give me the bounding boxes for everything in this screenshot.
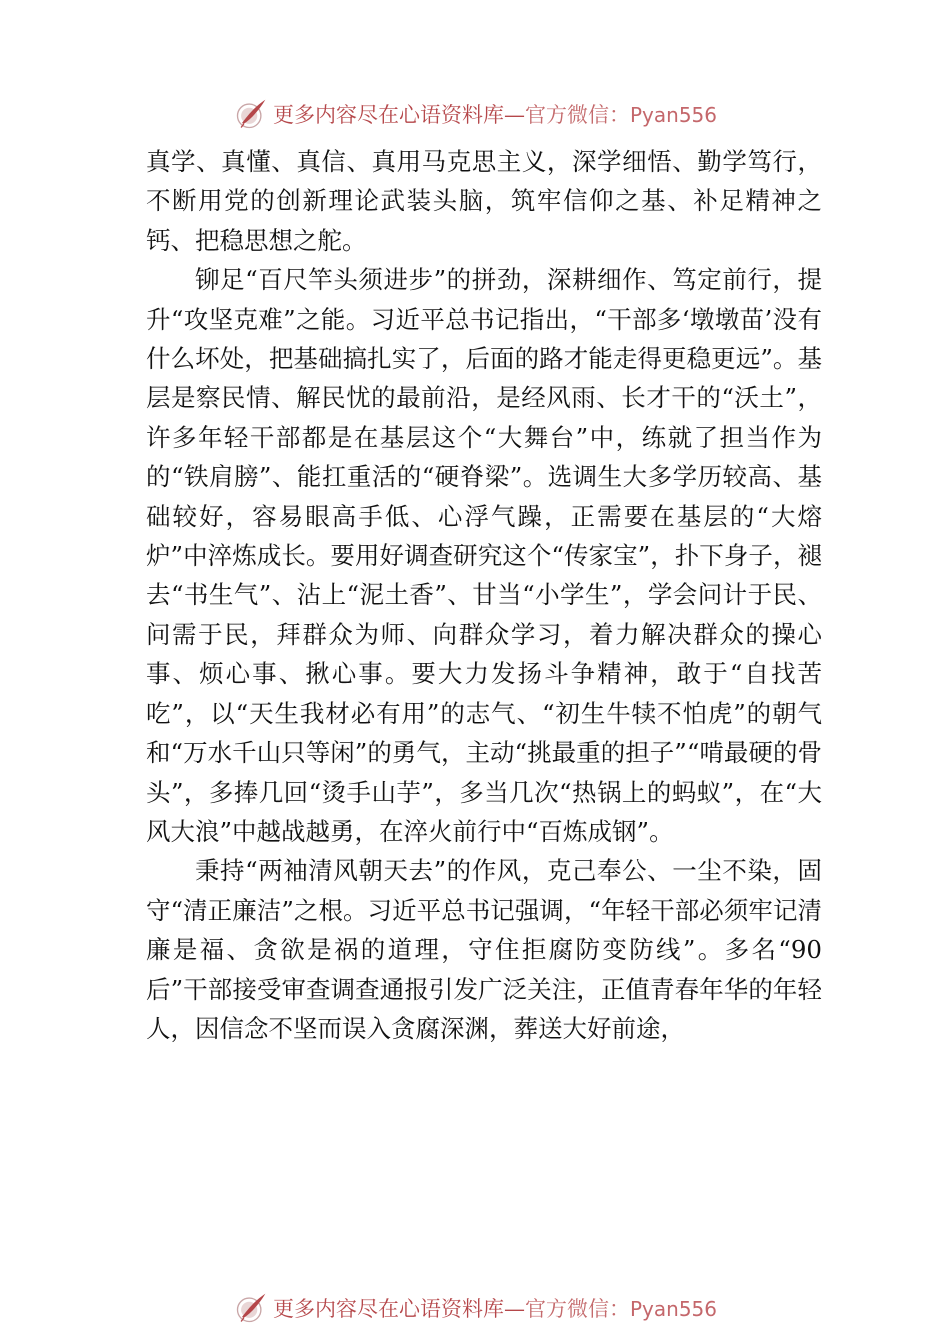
wechat-id: Pyan556 bbox=[629, 103, 717, 127]
brand-dash: — bbox=[503, 103, 525, 127]
wechat-id: Pyan556 bbox=[629, 1297, 717, 1321]
quill-logo-icon bbox=[233, 96, 269, 132]
paragraph-3: 秉持“两袖清风朝天去”的作风，克己奉公、一尘不染，固守“清正廉洁”之根。习近平总书记强调，“年轻干部必须牢记清廉是福、贪欲是祸的道理，守住拒腐防变防线”。多名“90后”干部接受审查调查通报引发广泛关注，正值青春年华的年轻人，因信念不坚而误入贪腐深渊，葬送大好前途， bbox=[146, 856, 822, 1043]
document-body bbox=[146, 142, 822, 1048]
brand-line bbox=[273, 1293, 717, 1323]
page-header bbox=[0, 96, 950, 132]
brand-text: 更多内容尽在心语资料库 bbox=[272, 103, 504, 127]
wechat-label: 官方微信： bbox=[524, 103, 630, 127]
page-footer bbox=[0, 1290, 950, 1326]
brand-text: 更多内容尽在心语资料库 bbox=[272, 1297, 504, 1321]
wechat-label: 官方微信： bbox=[524, 1297, 630, 1321]
quill-logo-icon bbox=[233, 1290, 269, 1326]
brand-dash: — bbox=[503, 1297, 525, 1321]
paragraph-2: 铆足“百尺竿头须进步”的拼劲，深耕细作、笃定前行，提升“攻坚克难”之能。习近平总书记指出，“干部多‘墩墩苗’没有什么坏处，把基础搞扎实了，后面的路才能走得更稳更远”。基层是察民情、解民忧的最前沿，是经风雨、长才干的“沃土”，许多年轻干部都是在基层这个“大舞台”中，练就了担当作为的“铁肩膀”、能扛重活的“硬脊梁”。选调生大多学历较高、基础较好，容易眼高手低、心浮气躁，正需要在基层的“大熔炉”中淬炼成长。要用好调查研究这个“传家宝”，扑下身子，褪去“书生气”、沾上“泥土香”、甘当“小学生”，学会问计于民、问需于民，拜群众为师、向群众学习，着力解决群众的操心事、烦心事、揪心事。要大力发扬斗争精神，敢于“自找苦吃”，以“天生我材必有用”的志气、“初生牛犊不怕虎”的朝气和“万水千山只等闲”的勇气，主动“挑最重的担子”“啃最硬的骨头”，多捧几回“烫手山芋”，多当几次“热锅上的蚂蚁”，在“大风大浪”中越战越勇，在淬火前行中“百炼成钢”。 bbox=[146, 265, 822, 846]
brand-line bbox=[273, 99, 717, 129]
paragraph-1: 真学、真懂、真信、真用马克思主义，深学细悟、勤学笃行，不断用党的创新理论武装头脑，筑牢信仰之基、补足精神之钙、把稳思想之舵。 bbox=[146, 147, 822, 255]
